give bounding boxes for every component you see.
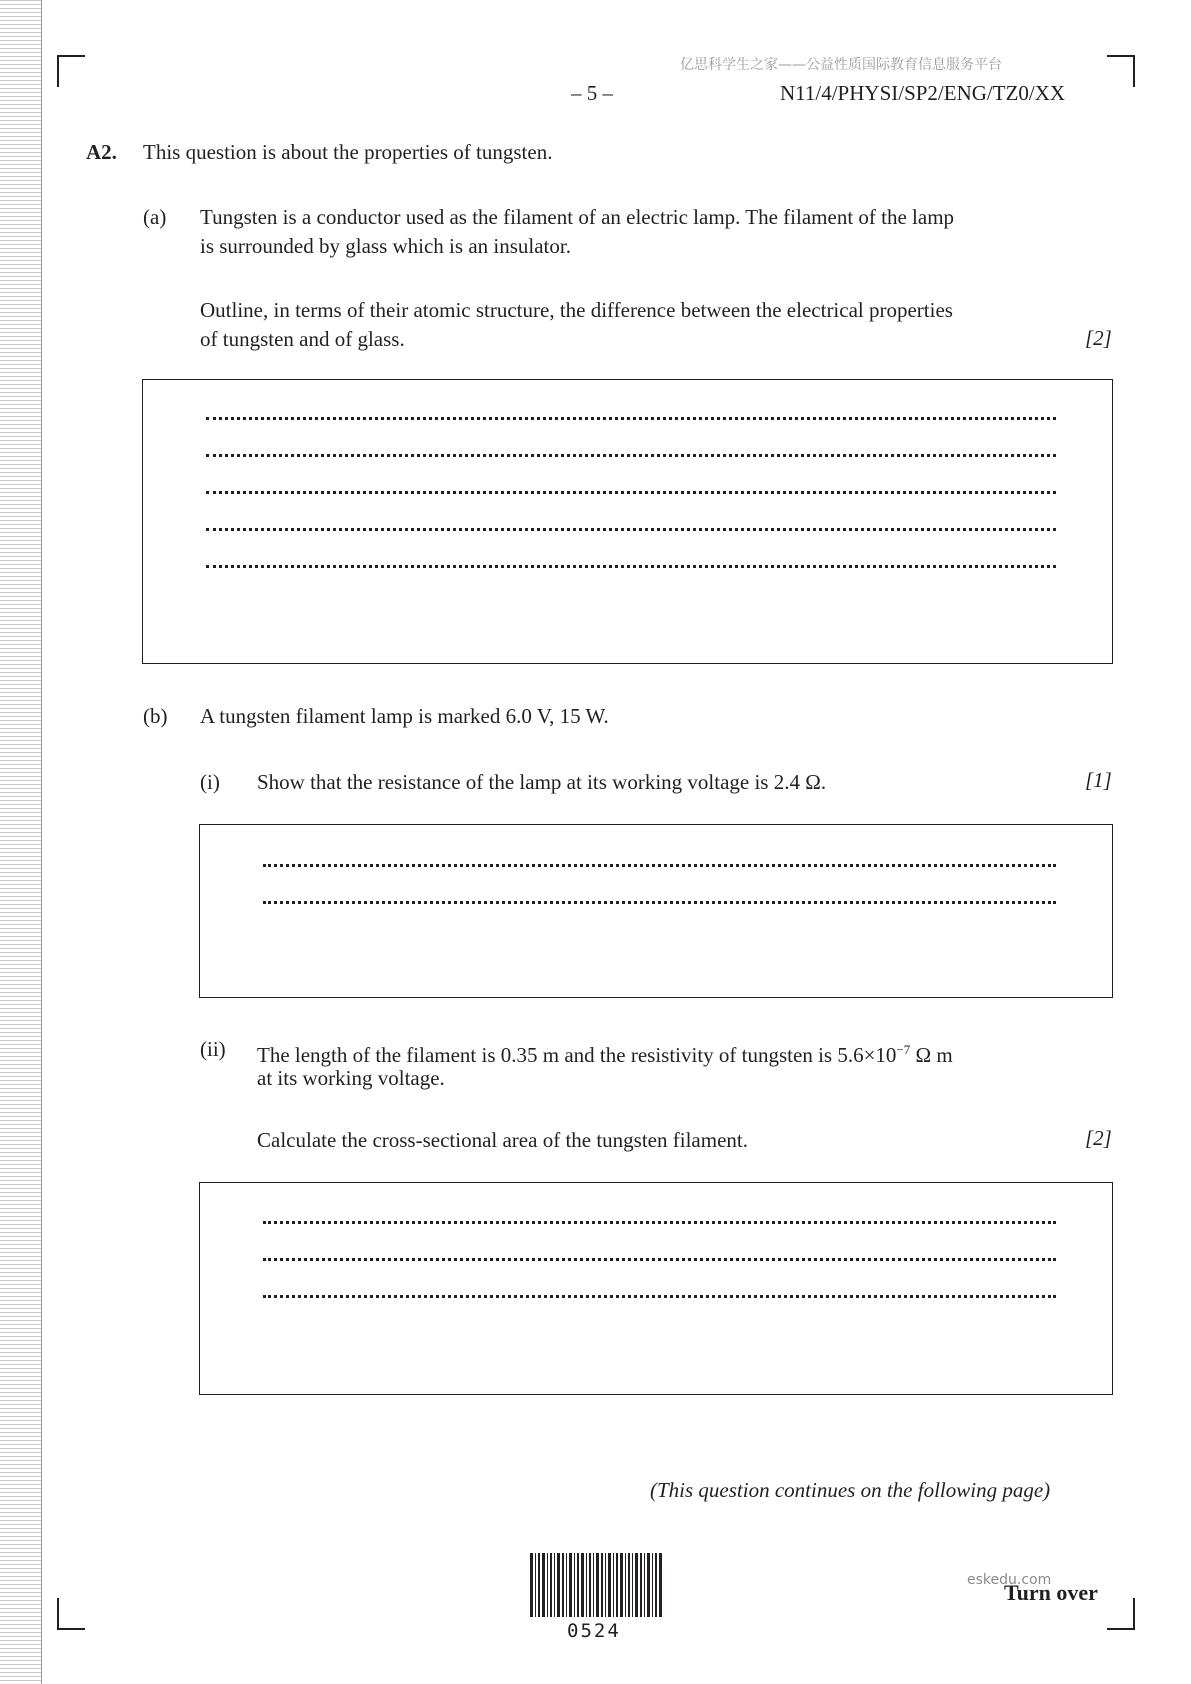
part-a-prompt-line-2: of tungsten and of glass. bbox=[200, 327, 405, 351]
part-a-marks: [2] bbox=[1085, 326, 1112, 350]
answer-line[interactable] bbox=[206, 491, 1056, 494]
answer-line[interactable] bbox=[263, 1258, 1056, 1261]
part-b-label: (b) bbox=[143, 704, 168, 728]
barcode-icon bbox=[530, 1553, 662, 1617]
part-b-ii-unit: Ω m bbox=[910, 1043, 953, 1067]
answer-line[interactable] bbox=[206, 454, 1056, 457]
part-b-i-label: (i) bbox=[200, 770, 220, 794]
part-b-ii-marks: [2] bbox=[1085, 1126, 1112, 1150]
turn-over-label: Turn over bbox=[1004, 1580, 1098, 1605]
crop-mark-bottom-right bbox=[1107, 1598, 1135, 1630]
question-number: A2. bbox=[86, 140, 117, 164]
answer-line[interactable] bbox=[263, 901, 1056, 904]
site-watermark: eskedu.com bbox=[967, 1572, 1052, 1588]
answer-line[interactable] bbox=[206, 528, 1056, 531]
part-a-answer-box[interactable] bbox=[142, 379, 1113, 664]
answer-line[interactable] bbox=[263, 1295, 1056, 1298]
part-a-text-line-2: is surrounded by glass which is an insulator. bbox=[200, 234, 571, 258]
part-b-text: A tungsten filament lamp is marked 6.0 V, 15 W. bbox=[200, 704, 609, 728]
question-intro: This question is about the properties of tungsten. bbox=[143, 140, 553, 164]
part-b-i-marks: [1] bbox=[1085, 768, 1112, 792]
part-b-ii-text-main: The length of the filament is 0.35 m and the resistivity of tungsten is 5.6×10 bbox=[257, 1043, 897, 1067]
part-b-ii-label: (ii) bbox=[200, 1037, 226, 1061]
answer-line[interactable] bbox=[206, 417, 1056, 420]
continue-note: (This question continues on the following page) bbox=[650, 1478, 1051, 1502]
page-number: – 5 – bbox=[571, 81, 613, 105]
part-a-text-line-1: Tungsten is a conductor used as the filament of an electric lamp. The filament of the lamp bbox=[200, 205, 955, 229]
part-a-prompt-line-1: Outline, in terms of their atomic structure, the difference between the electrical properties bbox=[200, 298, 953, 322]
answer-line[interactable] bbox=[206, 565, 1056, 568]
answer-line[interactable] bbox=[263, 1221, 1056, 1224]
barcode-number: 0524 bbox=[567, 1620, 621, 1642]
crop-mark-bottom-left bbox=[57, 1598, 85, 1630]
part-b-ii-answer-box[interactable] bbox=[199, 1182, 1113, 1395]
part-b-i-text: Show that the resistance of the lamp at its working voltage is 2.4 Ω. bbox=[257, 770, 827, 794]
part-b-ii-exponent: −7 bbox=[896, 1042, 911, 1057]
part-a-label: (a) bbox=[143, 205, 167, 229]
header-watermark: 亿思科学生之家——公益性质国际教育信息服务平台 bbox=[680, 57, 1002, 73]
part-b-ii-text-line-2: at its working voltage. bbox=[257, 1066, 445, 1090]
crop-mark-top-left bbox=[57, 55, 85, 87]
page-margin-strip bbox=[0, 0, 42, 1684]
paper-code: N11/4/PHYSI/SP2/ENG/TZ0/XX bbox=[780, 81, 1066, 105]
part-b-ii-prompt: Calculate the cross-sectional area of the tungsten filament. bbox=[257, 1128, 748, 1152]
crop-mark-top-right bbox=[1107, 55, 1135, 87]
part-b-i-answer-box[interactable] bbox=[199, 824, 1113, 998]
answer-line[interactable] bbox=[263, 864, 1056, 867]
